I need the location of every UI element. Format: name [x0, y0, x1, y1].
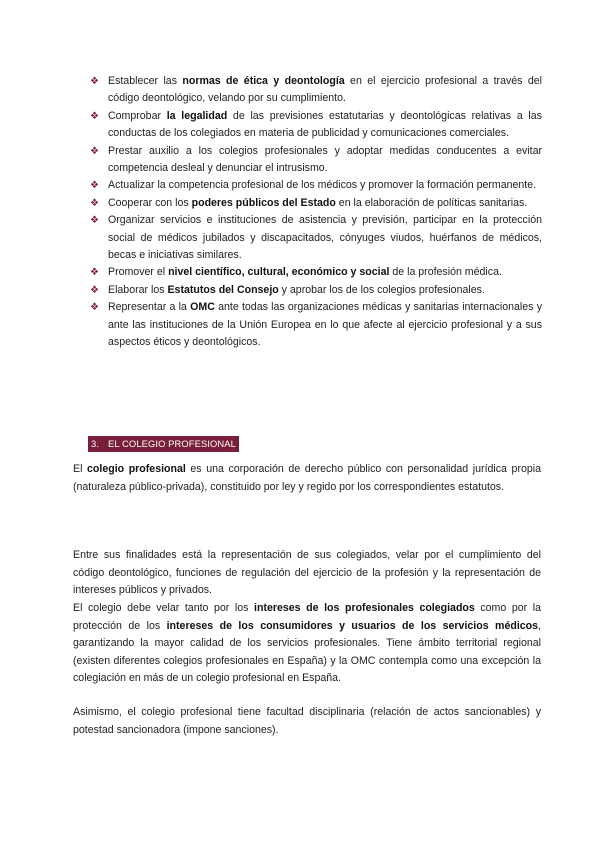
diamond-bullet-icon: ❖ [90, 197, 99, 209]
list-item: ❖ Establecer las normas de ética y deontología en el ejercicio profesional a través del código deontológico, velando por su cumplimiento. [90, 75, 542, 105]
diamond-bullet-icon: ❖ [90, 76, 99, 87]
diamond-bullet-icon: ❖ [90, 284, 99, 296]
diamond-bullet-icon: ❖ [90, 267, 99, 279]
paragraph-disciplinary: Asimismo, el colegio profesional tiene facultad disciplinaria (relación de actos sancionables) y potestad sancionadora (impone sanciones). [73, 706, 541, 736]
diamond-bullet-icon: ❖ [90, 145, 99, 157]
list-item: ❖ Promover el nivel científico, cultural, económico y social de la profesión médica. [90, 264, 542, 281]
paragraph-interests: El colegio debe velar tanto por los intereses de los profesionales colegiados como por la protección de los intereses de los consumidores y usuarios de los servicios médicos, garantizando la mayor calidad de los servicios profesionales. Tiene ámbito territorial regional (existen diferentes colegios profesionales en España) y la OMC contempla como una excepción la colegiación en más de un colegio profesional en España. [73, 602, 541, 685]
functions-list [90, 73, 542, 352]
diamond-bullet-icon: ❖ [90, 215, 99, 227]
list-item: ❖ Prestar auxilio a los colegios profesionales y adoptar medidas conducentes a evitar competencia desleal y denunciar el intrusismo. [90, 144, 542, 175]
diamond-bullet-icon: ❖ [90, 302, 99, 314]
diamond-bullet-icon: ❖ [90, 110, 99, 122]
list-item: ❖ Cooperar con los poderes públicos del Estado en la elaboración de políticas sanitarias. [90, 195, 542, 212]
list-item: ❖ Representar a la OMC ante todas las organizaciones médicas y sanitarias internacionales y ante las instituciones de la Unión Europea en lo que afecte al ejercicio profesional y a sus aspectos éticos y deontológicos. [90, 301, 542, 349]
list-item: ❖ Actualizar la competencia profesional de los médicos y promover la formación permanente. [90, 177, 542, 194]
paragraph-purposes: Entre sus finalidades está la representación de sus colegiados, velar por el cumplimiento del código deontológico, funciones de regulación del ejercicio de la profesión y la representación de intereses públicos y privados. [73, 549, 541, 597]
diamond-bullet-icon: ❖ [90, 180, 99, 192]
section-number: 3. [91, 438, 100, 449]
paragraph-definition: El colegio profesional es una corporación de derecho público con personalidad jurídica propia (naturaleza público-privada), constituido por ley y regido por los correspondientes estatutos. [73, 463, 541, 493]
section-heading [88, 436, 239, 452]
list-item: ❖ Elaborar los Estatutos del Consejo y aprobar los de los colegios profesionales. [90, 282, 542, 299]
list-item: ❖ Comprobar la legalidad de las previsiones estatutarias y deontológicas relativas a las conductas de los colegiados en materia de publicidad y comunicaciones comerciales. [90, 109, 542, 140]
list-item: ❖ Organizar servicios e instituciones de asistencia y previsión, participar en la protección social de médicos jubilados y discapacitados, cónyuges viudos, huérfanos de médicos, becas e iniciativas similares. [90, 214, 542, 262]
section-title: EL COLEGIO PROFESIONAL [108, 438, 236, 449]
